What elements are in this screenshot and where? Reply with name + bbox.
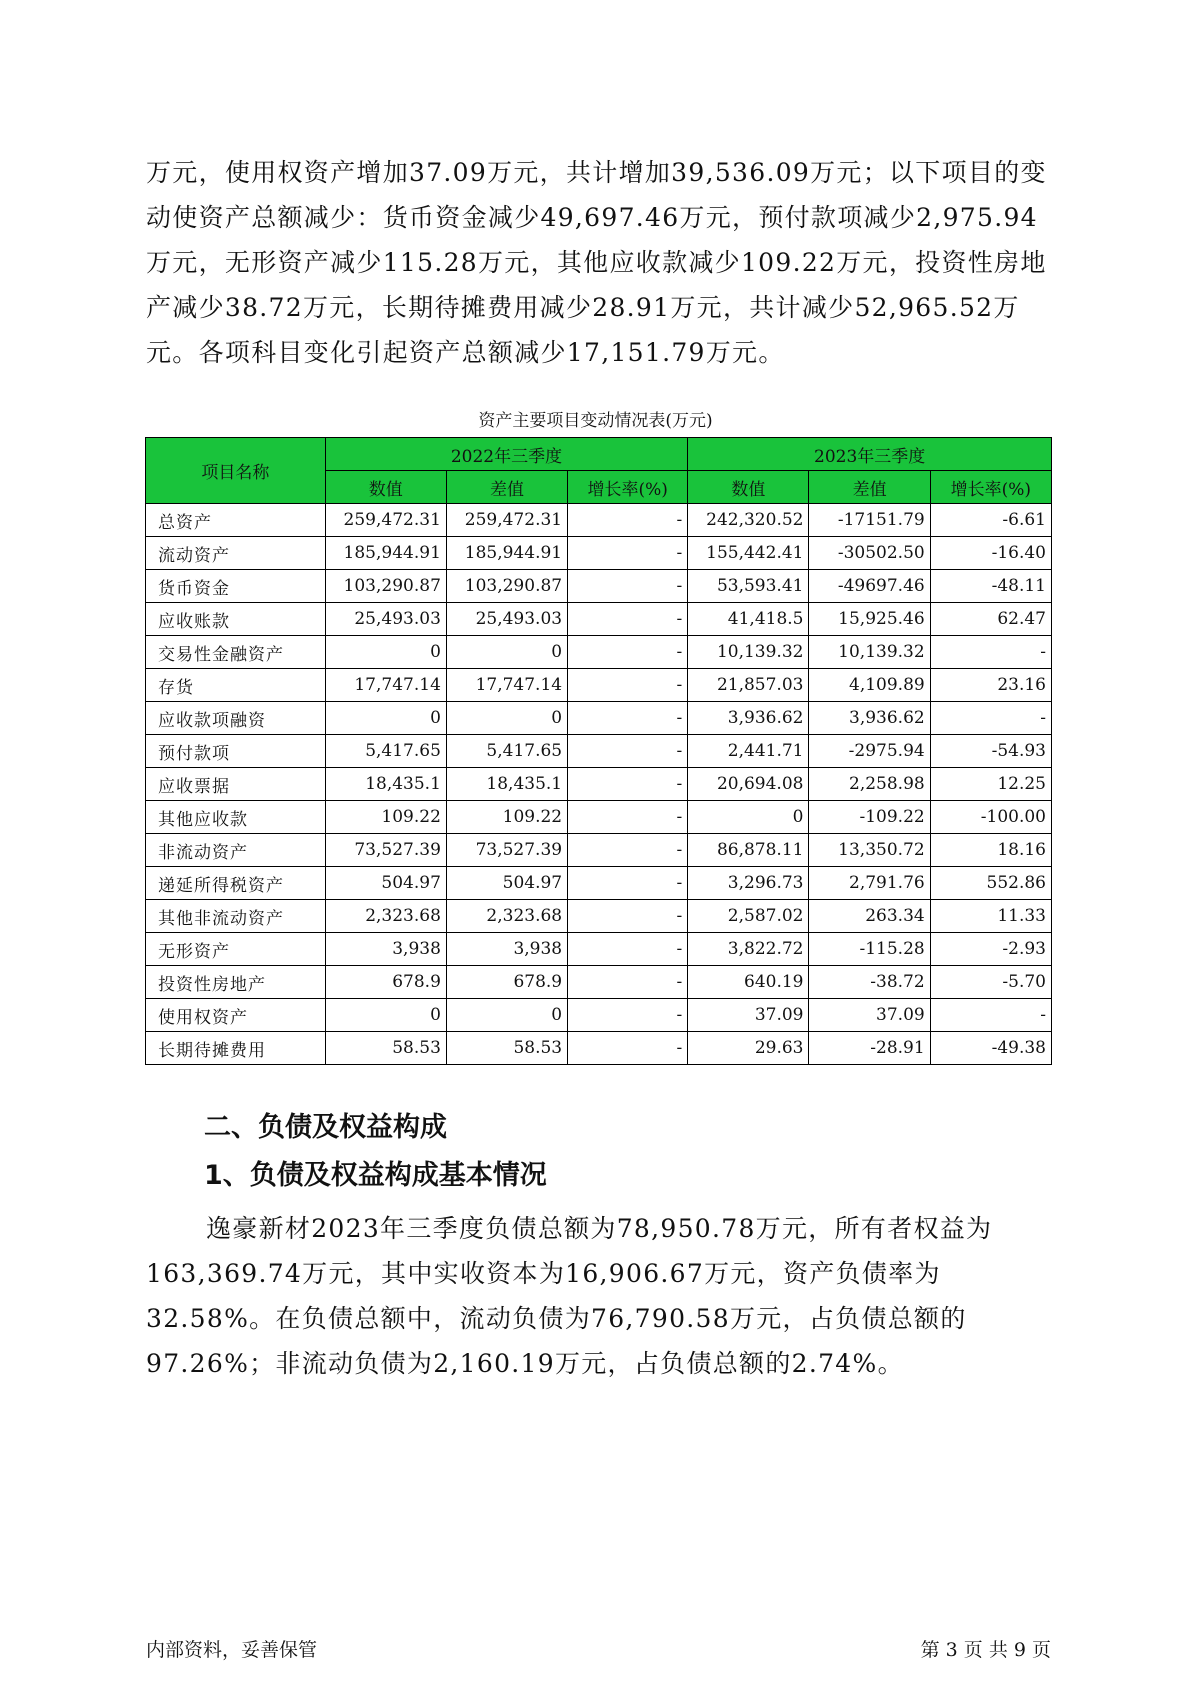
- row-cell: -: [568, 999, 688, 1032]
- row-cell: 13,350.72: [809, 834, 930, 867]
- row-cell: 242,320.52: [688, 504, 809, 537]
- row-cell: -: [568, 669, 688, 702]
- header-diff-2023: 差值: [809, 471, 930, 504]
- row-cell: -38.72: [809, 966, 930, 999]
- subsection-heading: 1、负债及权益构成基本情况: [204, 1160, 547, 1191]
- row-cell: 2,441.71: [688, 735, 809, 768]
- row-cell: -16.40: [930, 537, 1051, 570]
- row-item-name: 投资性房地产: [146, 966, 326, 999]
- row-cell: 0: [325, 702, 446, 735]
- row-cell: 25,493.03: [446, 603, 567, 636]
- row-cell: -: [568, 702, 688, 735]
- row-cell: 678.9: [325, 966, 446, 999]
- row-cell: 155,442.41: [688, 537, 809, 570]
- row-cell: 3,296.73: [688, 867, 809, 900]
- row-cell: -5.70: [930, 966, 1051, 999]
- row-cell: -: [568, 570, 688, 603]
- row-cell: -: [568, 900, 688, 933]
- row-cell: 2,323.68: [446, 900, 567, 933]
- table-row: [146, 669, 1052, 702]
- row-cell: -: [568, 735, 688, 768]
- table-row: [146, 801, 1052, 834]
- header-period-2023: 2023年三季度: [688, 438, 1052, 471]
- row-item-name: 非流动资产: [146, 834, 326, 867]
- row-item-name: 流动资产: [146, 537, 326, 570]
- table-row: [146, 603, 1052, 636]
- table-row: [146, 834, 1052, 867]
- row-cell: 0: [446, 702, 567, 735]
- row-cell: 86,878.11: [688, 834, 809, 867]
- row-cell: 41,418.5: [688, 603, 809, 636]
- row-item-name: 存货: [146, 669, 326, 702]
- table-row: [146, 999, 1052, 1032]
- row-cell: 10,139.32: [688, 636, 809, 669]
- table-caption: 资产主要项目变动情况表(万元): [478, 411, 713, 431]
- intro-paragraph-text: 万元，使用权资产增加37.09万元，共计增加39,536.09万元；以下项目的变动使资产总额减少：货币资金减少49,697.46万元，预付款项减少2,975.94万元，无形资产减少115.28万元，其他应收款减少109.22万元，投资性房地产减少38.72万元，长期待摊费用减少28.91万元，共计减少52,965.52万元。各项科目变化引起资产总额减少17,151.79万元。: [146, 158, 1047, 367]
- row-item-name: 其他应收款: [146, 801, 326, 834]
- row-cell: 29.63: [688, 1032, 809, 1065]
- row-cell: 53,593.41: [688, 570, 809, 603]
- footer-page-number: 第 3 页 共 9 页: [920, 1639, 1051, 1661]
- row-cell: 37.09: [809, 999, 930, 1032]
- row-cell: 5,417.65: [325, 735, 446, 768]
- row-cell: 185,944.91: [325, 537, 446, 570]
- row-cell: -30502.50: [809, 537, 930, 570]
- row-item-name: 应收款项融资: [146, 702, 326, 735]
- table-header-row-1: [146, 438, 1052, 471]
- row-cell: -: [568, 801, 688, 834]
- table-row: [146, 1032, 1052, 1065]
- table-body: [146, 504, 1052, 1065]
- header-item-name: 项目名称: [146, 438, 326, 504]
- row-cell: 62.47: [930, 603, 1051, 636]
- row-cell: -2975.94: [809, 735, 930, 768]
- row-cell: -: [568, 1032, 688, 1065]
- row-cell: 73,527.39: [325, 834, 446, 867]
- header-value-2023: 数值: [688, 471, 809, 504]
- row-cell: 15,925.46: [809, 603, 930, 636]
- table-row: [146, 636, 1052, 669]
- row-cell: 185,944.91: [446, 537, 567, 570]
- row-cell: 3,938: [446, 933, 567, 966]
- row-cell: 37.09: [688, 999, 809, 1032]
- row-item-name: 使用权资产: [146, 999, 326, 1032]
- table-row: [146, 735, 1052, 768]
- row-cell: -: [568, 504, 688, 537]
- row-cell: -: [568, 537, 688, 570]
- row-cell: 23.16: [930, 669, 1051, 702]
- row-cell: 2,258.98: [809, 768, 930, 801]
- table-row: [146, 702, 1052, 735]
- row-cell: 3,936.62: [809, 702, 930, 735]
- row-cell: 504.97: [325, 867, 446, 900]
- header-growth-2022: 增长率(%): [568, 471, 688, 504]
- row-item-name: 应收票据: [146, 768, 326, 801]
- row-cell: -: [568, 603, 688, 636]
- row-cell: -6.61: [930, 504, 1051, 537]
- row-cell: 109.22: [325, 801, 446, 834]
- row-cell: -54.93: [930, 735, 1051, 768]
- row-cell: -49697.46: [809, 570, 930, 603]
- row-cell: 0: [446, 636, 567, 669]
- row-cell: -17151.79: [809, 504, 930, 537]
- row-cell: -115.28: [809, 933, 930, 966]
- table-row: [146, 504, 1052, 537]
- row-cell: 11.33: [930, 900, 1051, 933]
- table-row: [146, 966, 1052, 999]
- row-cell: 0: [325, 999, 446, 1032]
- row-cell: 73,527.39: [446, 834, 567, 867]
- row-cell: -: [568, 636, 688, 669]
- header-value-2022: 数值: [325, 471, 446, 504]
- row-cell: 25,493.03: [325, 603, 446, 636]
- row-cell: 17,747.14: [446, 669, 567, 702]
- header-growth-2023: 增长率(%): [930, 471, 1051, 504]
- row-cell: -49.38: [930, 1032, 1051, 1065]
- row-cell: -28.91: [809, 1032, 930, 1065]
- row-item-name: 货币资金: [146, 570, 326, 603]
- section-heading: 二、负债及权益构成: [204, 1112, 447, 1143]
- row-cell: 3,938: [325, 933, 446, 966]
- row-item-name: 其他非流动资产: [146, 900, 326, 933]
- row-cell: -109.22: [809, 801, 930, 834]
- table-row: [146, 768, 1052, 801]
- row-item-name: 交易性金融资产: [146, 636, 326, 669]
- row-cell: 259,472.31: [446, 504, 567, 537]
- row-cell: 58.53: [446, 1032, 567, 1065]
- row-cell: 109.22: [446, 801, 567, 834]
- row-item-name: 递延所得税资产: [146, 867, 326, 900]
- footer-left: 内部资料，妥善保管: [146, 1639, 318, 1661]
- row-cell: -: [568, 834, 688, 867]
- row-cell: 0: [688, 801, 809, 834]
- table-row: [146, 900, 1052, 933]
- body-paragraph-text: 逸豪新材2023年三季度负债总额为78,950.78万元，所有者权益为163,369.74万元，其中实收资本为16,906.67万元，资产负债率为32.58%。在负债总额中，流动负债为76,790.58万元，占负债总额的97.26%；非流动负债为2,160.19万元，占负债总额的2.74%。: [146, 1214, 993, 1378]
- row-cell: -: [930, 702, 1051, 735]
- row-cell: 103,290.87: [325, 570, 446, 603]
- row-cell: -: [568, 867, 688, 900]
- row-cell: 21,857.03: [688, 669, 809, 702]
- row-item-name: 长期待摊费用: [146, 1032, 326, 1065]
- row-cell: 259,472.31: [325, 504, 446, 537]
- body-paragraph: [146, 1206, 1051, 1386]
- row-cell: 552.86: [930, 867, 1051, 900]
- row-cell: 2,323.68: [325, 900, 446, 933]
- header-period-2022: 2022年三季度: [325, 438, 688, 471]
- row-cell: 18.16: [930, 834, 1051, 867]
- row-cell: -: [568, 768, 688, 801]
- row-cell: -100.00: [930, 801, 1051, 834]
- row-cell: 2,587.02: [688, 900, 809, 933]
- row-cell: 18,435.1: [446, 768, 567, 801]
- row-cell: 18,435.1: [325, 768, 446, 801]
- table-row: [146, 570, 1052, 603]
- row-cell: 17,747.14: [325, 669, 446, 702]
- row-cell: 103,290.87: [446, 570, 567, 603]
- row-cell: 504.97: [446, 867, 567, 900]
- intro-paragraph: [146, 150, 1051, 375]
- table-row: [146, 867, 1052, 900]
- row-cell: -2.93: [930, 933, 1051, 966]
- table-row: [146, 537, 1052, 570]
- row-cell: 12.25: [930, 768, 1051, 801]
- row-cell: 678.9: [446, 966, 567, 999]
- row-cell: 4,109.89: [809, 669, 930, 702]
- row-cell: -: [930, 999, 1051, 1032]
- row-cell: 58.53: [325, 1032, 446, 1065]
- row-item-name: 应收账款: [146, 603, 326, 636]
- row-cell: 10,139.32: [809, 636, 930, 669]
- row-cell: 0: [446, 999, 567, 1032]
- row-cell: 5,417.65: [446, 735, 567, 768]
- row-item-name: 预付款项: [146, 735, 326, 768]
- row-cell: 3,822.72: [688, 933, 809, 966]
- header-diff-2022: 差值: [446, 471, 567, 504]
- row-cell: 0: [325, 636, 446, 669]
- row-cell: 3,936.62: [688, 702, 809, 735]
- row-item-name: 总资产: [146, 504, 326, 537]
- row-cell: -: [930, 636, 1051, 669]
- row-item-name: 无形资产: [146, 933, 326, 966]
- row-cell: 2,791.76: [809, 867, 930, 900]
- row-cell: 20,694.08: [688, 768, 809, 801]
- row-cell: -: [568, 933, 688, 966]
- table-row: [146, 933, 1052, 966]
- asset-change-table: [145, 437, 1052, 1065]
- row-cell: -: [568, 966, 688, 999]
- row-cell: 263.34: [809, 900, 930, 933]
- row-cell: 640.19: [688, 966, 809, 999]
- row-cell: -48.11: [930, 570, 1051, 603]
